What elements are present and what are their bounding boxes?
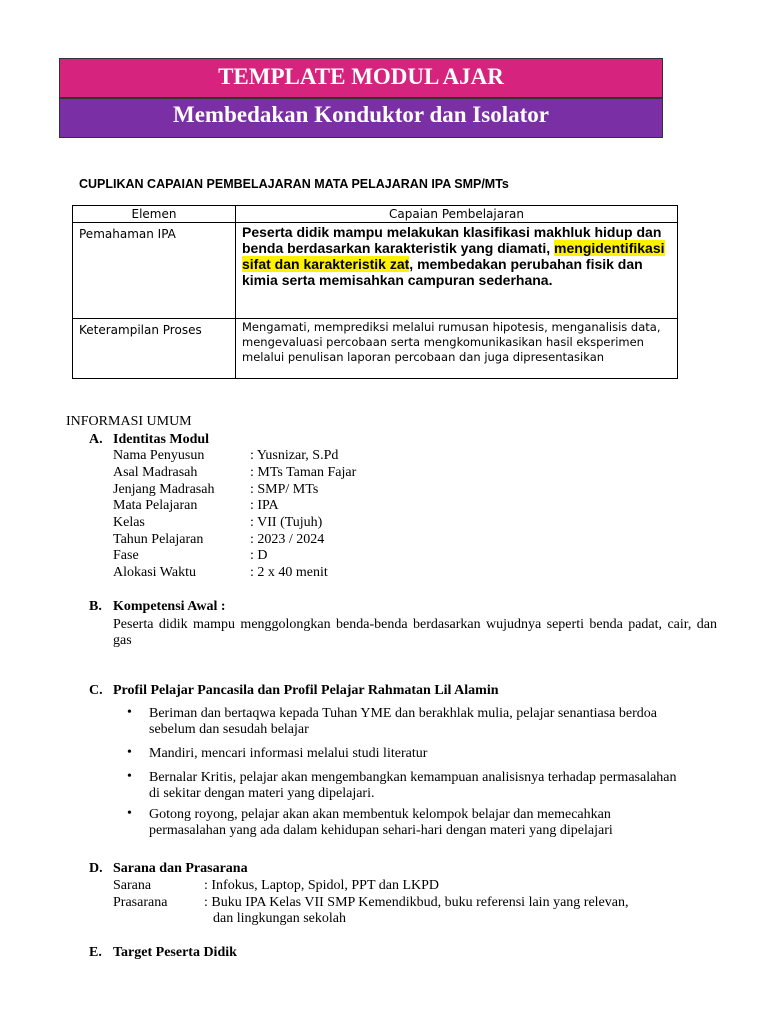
table-row bbox=[73, 223, 678, 319]
section-d-letter: D. bbox=[89, 861, 103, 876]
sarana-value: : Infokus, Laptop, Spidol, PPT dan LKPD bbox=[204, 878, 440, 893]
elemen-cell: Keterampilan Proses bbox=[73, 319, 236, 379]
module-subtitle-banner: Membedakan Konduktor dan Isolator bbox=[59, 98, 663, 138]
prasarana-value: : Buku IPA Kelas VII SMP Kemendikbud, buku referensi lain yang relevan, bbox=[204, 895, 629, 910]
capaian-cell bbox=[236, 223, 678, 319]
section-a-title: Identitas Modul bbox=[113, 432, 210, 447]
elemen-cell: Pemahaman IPA bbox=[73, 223, 236, 319]
identity-value: : Yusnizar, S.Pd bbox=[250, 448, 339, 463]
list-item: Beriman dan bertaqwa kepada Tuhan YME dan berakhlak mulia, pelajar senantiasa berdoa sebelum dan sesudah belajar bbox=[149, 706, 657, 737]
list-item: Mandiri, mencari informasi melalui studi literatur bbox=[149, 746, 428, 761]
section-e-title: Target Peserta Didik bbox=[113, 945, 237, 960]
identity-label: Fase bbox=[113, 548, 139, 563]
cp-table-header-row bbox=[73, 206, 678, 223]
list-item: Bernalar Kritis, pelajar akan mengembangkan kemampuan analisisnya terhadap permasalahan di sekitar dengan materi yang dipelajari. bbox=[149, 770, 677, 801]
section-c-letter: C. bbox=[89, 683, 103, 698]
section-e-letter: E. bbox=[89, 945, 102, 960]
capaian-text: Peserta didik mampu melakukan klasifikasi makhluk hidup dan benda berdasarkan karakteristik yang diamati, bbox=[242, 224, 662, 256]
identity-label: Kelas bbox=[113, 515, 145, 530]
identity-label: Nama Penyusun bbox=[113, 448, 205, 463]
sarana-label: Sarana bbox=[113, 878, 152, 893]
identity-value: : 2 x 40 menit bbox=[250, 565, 328, 580]
identity-label: Alokasi Waktu bbox=[113, 565, 196, 580]
section-a-letter: A. bbox=[89, 432, 103, 447]
identity-value: : VII (Tujuh) bbox=[250, 515, 323, 530]
bullet-dot: • bbox=[127, 745, 132, 760]
identity-value: : SMP/ MTs bbox=[250, 482, 319, 497]
prasarana-value-continued: dan lingkungan sekolah bbox=[213, 911, 346, 926]
identity-label: Mata Pelajaran bbox=[113, 498, 198, 513]
module-title-banner: TEMPLATE MODUL AJAR bbox=[59, 58, 663, 98]
col-elemen-header: Elemen bbox=[73, 206, 236, 223]
capaian-text-continued: , membedakan perubahan fisik dan kimia serta memisahkan campuran sederhana. bbox=[242, 256, 643, 288]
identity-value: : MTs Taman Fajar bbox=[250, 465, 357, 480]
section-d-title: Sarana dan Prasarana bbox=[113, 861, 248, 876]
identity-label: Asal Madrasah bbox=[113, 465, 198, 480]
identity-value: : 2023 / 2024 bbox=[250, 532, 325, 547]
cp-heading: CUPLIKAN CAPAIAN PEMBELAJARAN MATA PELAJARAN IPA SMP/MTs bbox=[79, 177, 509, 191]
capaian-cell: Mengamati, memprediksi melalui rumusan hipotesis, menganalisis data, mengevaluasi percobaan serta mengkomunikasikan hasil eksperimen melalui penulisan laporan percobaan dan juga dipresentasikan bbox=[236, 319, 678, 379]
table-row bbox=[73, 319, 678, 379]
bullet-dot: • bbox=[127, 705, 132, 720]
col-capaian-header: Capaian Pembelajaran bbox=[236, 206, 678, 223]
informasi-umum-heading: INFORMASI UMUM bbox=[66, 414, 192, 429]
capaian-highlight: mengidentifikasi sifat dan karakteristik zat bbox=[242, 240, 665, 272]
section-c-title: Profil Pelajar Pancasila dan Profil Pelajar Rahmatan Lil Alamin bbox=[113, 683, 499, 698]
identity-value: : D bbox=[250, 548, 268, 563]
identity-value: : IPA bbox=[250, 498, 279, 513]
cp-table bbox=[72, 205, 678, 379]
identity-label: Tahun Pelajaran bbox=[113, 532, 204, 547]
list-item: Gotong royong, pelajar akan akan membentuk kelompok belajar dan memecahkan permasalahan yang ada dalam kehidupan sehari-hari dengan materi yang dipelajari bbox=[149, 807, 613, 838]
prasarana-label: Prasarana bbox=[113, 895, 168, 910]
bullet-dot: • bbox=[127, 769, 132, 784]
kompetensi-awal-text: Peserta didik mampu menggolongkan benda-benda berdasarkan wujudnya seperti benda padat, cair, dan gas bbox=[113, 617, 717, 648]
section-b-title: Kompetensi Awal : bbox=[113, 599, 226, 614]
section-b-letter: B. bbox=[89, 599, 102, 614]
identity-label: Jenjang Madrasah bbox=[113, 482, 215, 497]
bullet-dot: • bbox=[127, 806, 132, 821]
